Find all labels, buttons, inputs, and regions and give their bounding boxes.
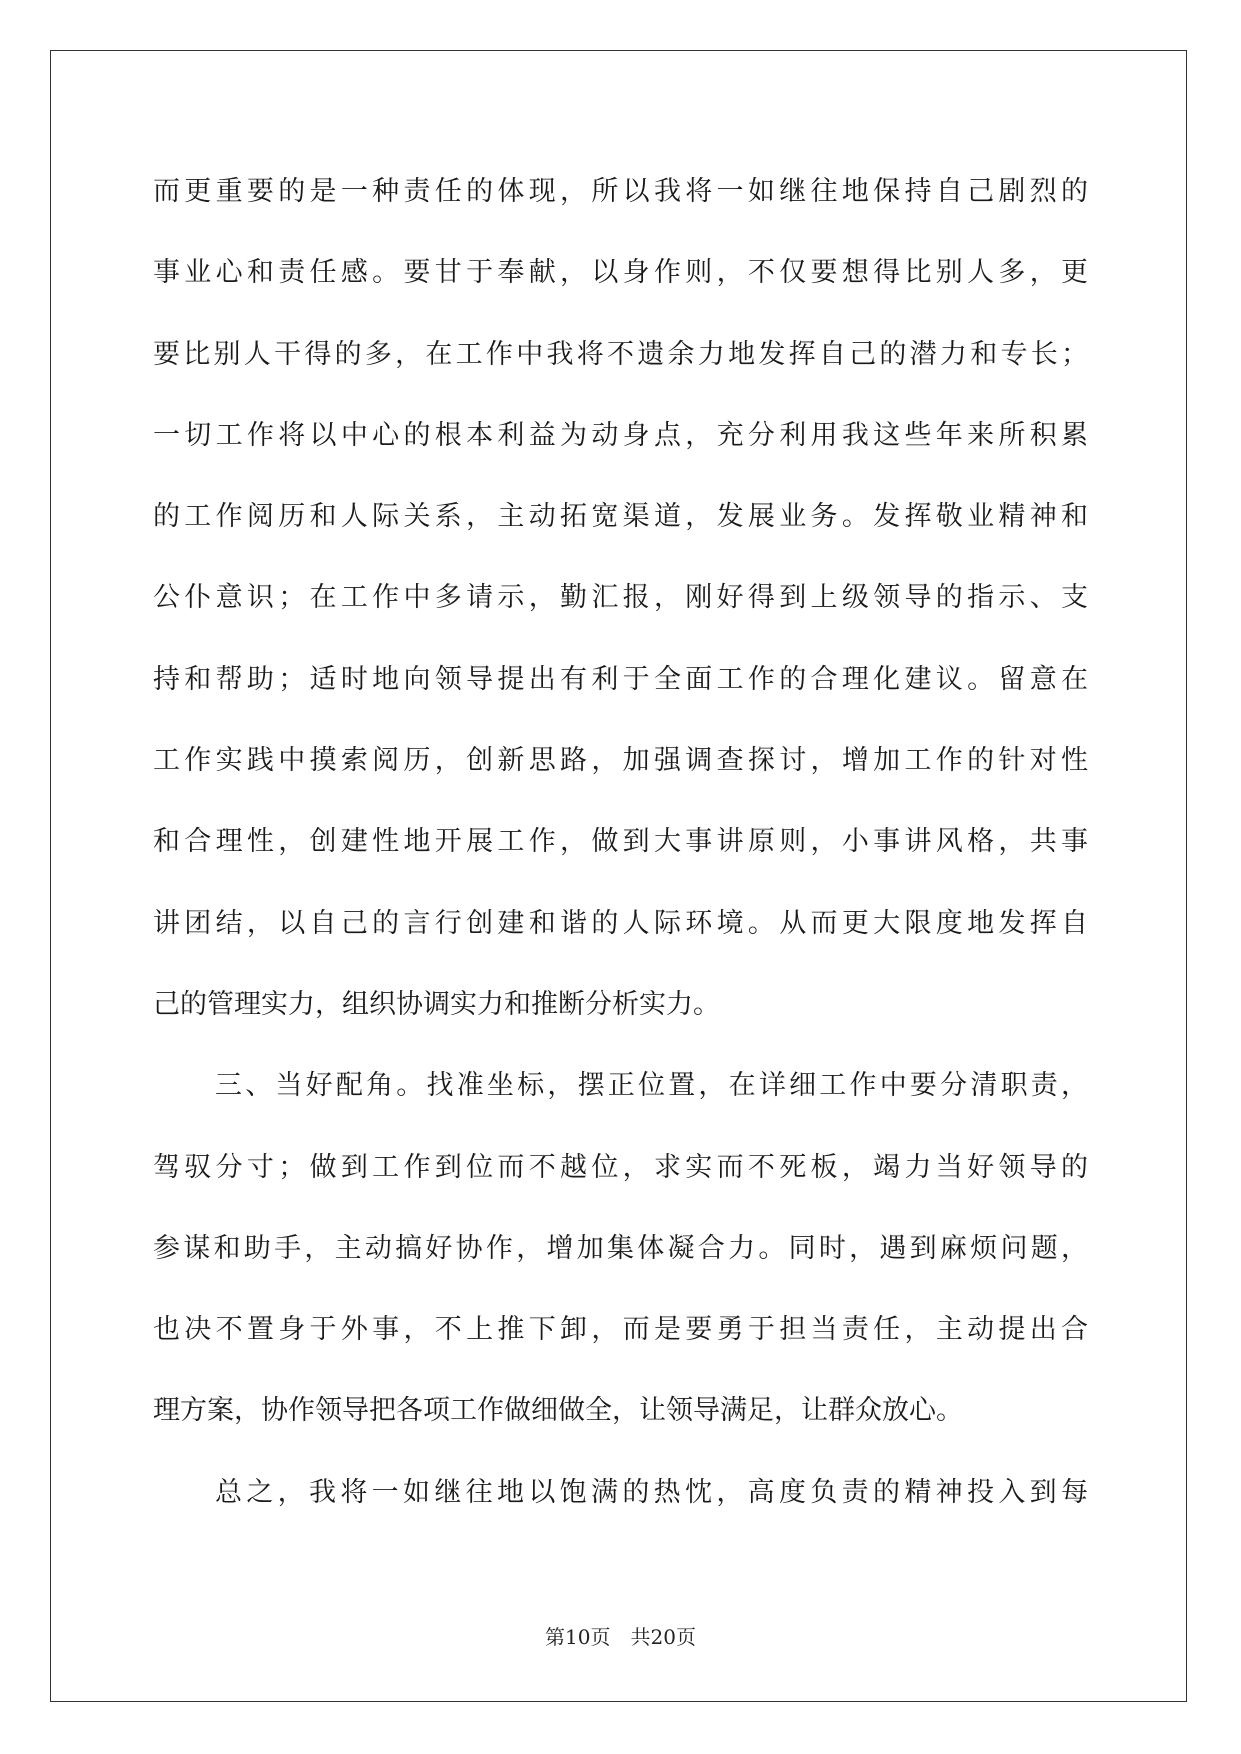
text-line: 而更重要的是一种责任的体现，所以我将一如继往地保持自己剧烈的 — [153, 176, 1088, 207]
paragraph-end-line: 己的管理实力，组织协调实力和推断分析实力。 — [153, 988, 720, 1020]
text-line: 持和帮助；适时地向领导提出有利于全面工作的合理化建议。留意在 — [153, 663, 1088, 695]
text-line: 驾驭分寸；做到工作到位而不越位，求实而不死板，竭力当好领导的 — [153, 1151, 1088, 1183]
text-line: 公仆意识；在工作中多请示，勤汇报，刚好得到上级领导的指示、支 — [153, 582, 1088, 614]
paragraph-first-line: 总之，我将一如继往地以饱满的热忱，高度负责的精神投入到每 — [215, 1476, 1088, 1508]
text-line: 参谋和助手，主动搞好协作，增加集体凝合力。同时，遇到麻烦问题， — [153, 1232, 1088, 1264]
paragraph-end-line: 理方案，协作领导把各项工作做细做全，让领导满足，让群众放心。 — [153, 1395, 963, 1427]
paragraph-first-line: 三、当好配角。找准坐标，摆正位置，在详细工作中要分清职责， — [215, 1070, 1088, 1102]
text-line: 和合理性，创建性地开展工作，做到大事讲原则，小事讲风格，共事 — [153, 826, 1088, 858]
text-line: 事业心和责任感。要甘于奉献，以身作则，不仅要想得比别人多，更 — [153, 257, 1088, 289]
text-line: 要比别人干得的多，在工作中我将不遗余力地发挥自己的潜力和专长； — [153, 338, 1088, 370]
text-line: 一切工作将以中心的根本利益为动身点，充分利用我这些年来所积累 — [153, 419, 1088, 451]
document-body — [153, 151, 1088, 1533]
text-line: 也决不置身于外事，不上推下卸，而是要勇于担当责任，主动提出合 — [153, 1314, 1088, 1346]
text-line: 的工作阅历和人际关系，主动拓宽渠道，发展业务。发挥敬业精神和 — [153, 501, 1088, 533]
text-line: 讲团结，以自己的言行创建和谐的人际环境。从而更大限度地发挥自 — [153, 907, 1088, 939]
text-line: 工作实践中摸索阅历，创新思路，加强调查探讨，增加工作的针对性 — [153, 745, 1088, 777]
page-number-footer: 第10页 共20页 — [545, 1625, 696, 1649]
